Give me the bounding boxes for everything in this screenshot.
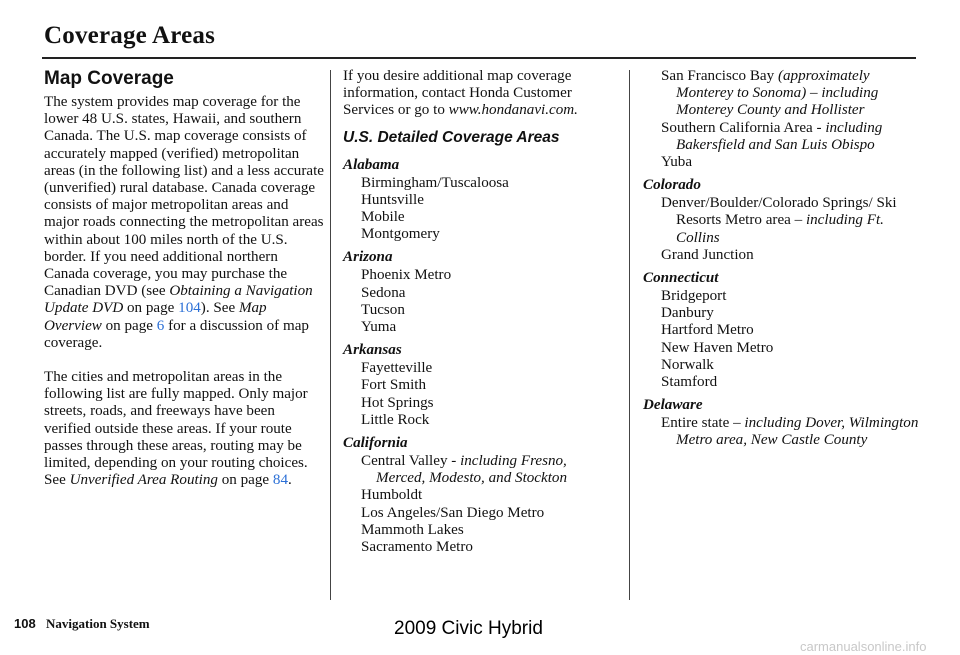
list-item: Los Angeles/San Diego Metro [361, 504, 545, 521]
page-link-6[interactable]: 6 [156, 317, 165, 334]
site-watermark: carmanualsonline.info [800, 639, 927, 654]
state-connecticut: Connecticut [643, 270, 719, 287]
city-list-alabama [343, 175, 618, 244]
contact-paragraph [343, 68, 618, 120]
city-list-california-continued [643, 68, 923, 171]
list-item [643, 120, 923, 154]
page-title: Coverage Areas [44, 22, 216, 49]
list-item [643, 415, 923, 449]
state-delaware: Delaware [643, 397, 703, 414]
text-span: on page [123, 300, 179, 317]
list-item: Little Rock [361, 411, 430, 428]
list-item [343, 453, 618, 487]
text-span: ). See [200, 300, 239, 317]
list-item: Humboldt [361, 487, 423, 504]
list-item: Norwalk [661, 356, 714, 373]
column-divider-right [629, 70, 630, 600]
verified-areas-paragraph [44, 369, 324, 489]
list-item: Yuba [661, 154, 693, 171]
text-span: The system provides map coverage for the lower 48 U.S. states, Hawaii, and southern Canada. The U.S. map coverage consists of accurately mapped (verified) metropolitan areas (in the following list) and a less accurate (unverified) rural database. Canada coverage consists of major metropolitan areas and major roads connecting the metropolitan areas within about 100 miles north of the U.S. border. If you need additional northern Canada coverage, you may purchase the Canadian DVD (see [44, 94, 324, 300]
text-span: The cities and metropolitan areas in the following list are fully mapped. Only major streets, roads, and freeways have been verified outside these areas. If your route passes through these areas, routing may be limited, depending on your routing choices. See [44, 369, 308, 489]
list-item: Hartford Metro [661, 322, 754, 339]
list-item: Fayetteville [361, 360, 433, 377]
section-heading-map-coverage: Map Coverage [44, 68, 174, 89]
left-column [44, 68, 324, 489]
footer-label: Navigation System [46, 616, 150, 631]
city-list-connecticut [643, 288, 923, 391]
list-item: Fort Smith [361, 377, 427, 394]
text-span: Southern California Area - [661, 119, 826, 136]
text-span: (approximately Monterey to Sonoma) – including Monterey County and Hollister [676, 68, 879, 119]
state-arkansas: Arkansas [343, 342, 402, 359]
page-link-104[interactable]: 104 [178, 300, 201, 317]
list-item: Sacramento Metro [361, 539, 473, 556]
page-number: 108 [14, 616, 36, 631]
text-span: including Bakersfield and San Luis Obispo [676, 119, 883, 153]
list-item [643, 68, 923, 120]
list-item: Hot Springs [361, 394, 434, 411]
city-list-delaware [643, 415, 923, 449]
city-list-california [343, 453, 618, 556]
list-item: Stamford [661, 374, 718, 391]
list-item: Mobile [361, 209, 405, 226]
text-span: on page [217, 472, 273, 489]
column-divider-left [330, 70, 331, 600]
text-span: including Ft. Collins [676, 212, 884, 246]
right-column [643, 68, 923, 450]
xref-map-overview: Map Overview [44, 300, 267, 334]
city-list-colorado [643, 195, 923, 264]
title-rule [42, 57, 916, 59]
middle-column [343, 68, 618, 556]
list-item: New Haven Metro [661, 339, 774, 356]
text-span: including Fresno, Merced, Modesto, and Stockton [376, 453, 567, 487]
xref-unverified-area-routing: Unverified Area Routing [69, 472, 218, 489]
list-item: Birmingham/Tuscaloosa [361, 174, 509, 191]
list-item: Yuma [361, 319, 397, 336]
list-item: Danbury [661, 305, 714, 322]
city-list-arkansas [343, 360, 618, 429]
text-span: . [288, 472, 292, 489]
model-watermark: 2009 Civic Hybrid [394, 618, 543, 639]
text-span: Entire state – [661, 415, 745, 432]
state-alabama: Alabama [343, 156, 400, 173]
xref-obtaining-update-dvd: Obtaining a Navigation Update DVD [44, 283, 313, 317]
list-item: Grand Junction [661, 246, 754, 263]
text-span: for a discussion of map coverage. [44, 317, 309, 351]
state-colorado: Colorado [643, 177, 701, 194]
page-link-84[interactable]: 84 [272, 472, 288, 489]
list-item [643, 195, 923, 247]
text-span: including Dover, Wilmington Metro area, New Castle County [676, 415, 919, 449]
subsection-heading-us-coverage: U.S. Detailed Coverage Areas [343, 128, 560, 146]
list-item: Bridgeport [661, 288, 727, 305]
text-span: on page [101, 317, 157, 334]
list-item: Huntsville [361, 191, 424, 208]
state-california: California [343, 435, 408, 452]
text-span: If you desire additional map coverage information, contact Honda Customer Services or go to [343, 68, 572, 119]
text-span: Central Valley - [361, 453, 461, 470]
list-item: Sedona [361, 284, 406, 301]
city-list-arizona [343, 267, 618, 336]
list-item: Mammoth Lakes [361, 521, 464, 538]
text-span: Denver/Boulder/Colorado Springs/ Ski Resorts Metro area – [661, 195, 897, 229]
list-item: Phoenix Metro [361, 267, 452, 284]
website-url: www.hondanavi.com. [448, 102, 578, 119]
map-coverage-paragraph [44, 94, 324, 352]
state-arizona: Arizona [343, 249, 393, 266]
text-span: San Francisco Bay [661, 68, 778, 84]
list-item: Montgomery [361, 226, 440, 243]
list-item: Tucson [361, 301, 405, 318]
